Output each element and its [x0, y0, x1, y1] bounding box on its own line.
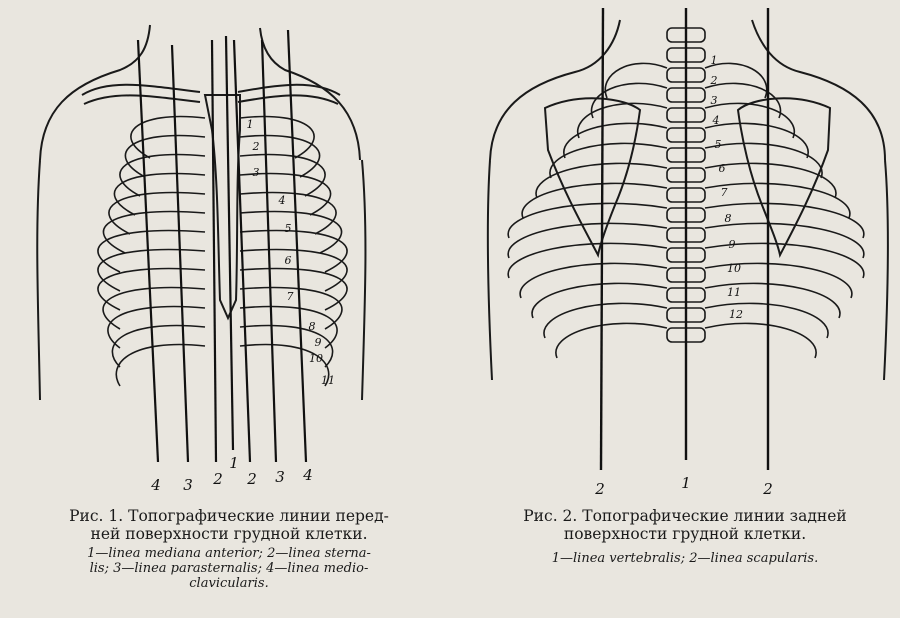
- back-rib-left: [544, 303, 667, 338]
- figure1-legend-line1: 1—linea mediana anterior; 2—linea sterna-: [87, 545, 371, 561]
- rib-number: 9: [728, 238, 736, 251]
- figure2-title-line1: Рис. 2. Топографические линии задней: [523, 507, 847, 525]
- back-rib-right: [705, 283, 840, 318]
- rib-left: [116, 345, 205, 386]
- rib-number: 2: [710, 74, 718, 87]
- posterior-line-labels: [594, 474, 773, 498]
- rib-number: 3: [252, 166, 260, 179]
- rib-left: [125, 136, 205, 177]
- back-outline-left: [490, 20, 620, 160]
- rib-number: 10: [309, 352, 323, 365]
- rib-number: 5: [714, 138, 722, 151]
- rib-right: [240, 307, 337, 348]
- back-rib-right: [705, 323, 816, 358]
- line-label: 4: [303, 466, 313, 484]
- rib-number: 8: [308, 320, 316, 333]
- rib-left: [109, 193, 205, 234]
- anterior-line-labels: [150, 454, 313, 494]
- back-rib-left: [605, 63, 667, 98]
- back-rib-left: [564, 123, 667, 158]
- back-rib-left: [508, 243, 667, 278]
- rib-right: [240, 250, 347, 291]
- rib-right: [240, 269, 347, 310]
- arm-right: [362, 160, 365, 400]
- figure1-caption: [14, 508, 444, 591]
- rib-number: 5: [284, 222, 292, 235]
- rib-number: 7: [720, 186, 728, 199]
- figure1-title-line1: Рис. 1. Топографические линии перед-: [69, 507, 389, 525]
- line-label: 3: [183, 476, 193, 494]
- figure1-legend-line2: lis; 3—linea parasternalis; 4—linea medio-: [89, 560, 369, 576]
- figure2-legend-line1: 1—linea vertebralis; 2—linea scapularis.: [551, 550, 819, 566]
- topographic-line: [212, 40, 216, 462]
- rib-number: 2: [252, 140, 260, 153]
- rib-left: [120, 155, 205, 196]
- back-rib-left: [508, 203, 667, 238]
- topographic-line: [601, 8, 603, 470]
- rib-number: 1: [710, 54, 718, 67]
- rib-right: [240, 231, 347, 272]
- rib-left: [103, 288, 205, 329]
- rib-number: 6: [718, 162, 726, 175]
- back-rib-left: [520, 263, 667, 298]
- rib-number: 1: [246, 118, 254, 131]
- topographic-line: [226, 36, 233, 450]
- figure1-title-line2: ней поверхности грудной клетки.: [90, 524, 368, 543]
- rib-number: 3: [710, 94, 718, 107]
- line-label: 2: [763, 480, 773, 498]
- figure2-title-line2: поверхности грудной клетки.: [563, 524, 807, 543]
- topographic-line: [172, 45, 188, 462]
- clavicle-right: [238, 85, 340, 104]
- posterior-rib-labels: [710, 54, 744, 321]
- rib-left: [98, 231, 205, 272]
- rib-right: [240, 345, 329, 386]
- line-label: 2: [247, 470, 257, 488]
- arm-left: [37, 160, 40, 400]
- rib-number: 4: [712, 114, 720, 127]
- rib-number: 7: [286, 290, 294, 303]
- body-outline-right: [260, 28, 360, 160]
- line-label: 2: [595, 480, 605, 498]
- back-ribs-left: [508, 63, 667, 358]
- rib-left: [103, 212, 205, 253]
- line-label: 1: [681, 474, 691, 492]
- figure-posterior-chest: [488, 20, 888, 380]
- rib-number: 4: [278, 194, 286, 207]
- topographic-line: [262, 40, 276, 462]
- back-outline-right: [752, 20, 885, 160]
- rib-left: [108, 307, 205, 348]
- scapula-left: [545, 98, 640, 255]
- figure2-caption: [470, 508, 900, 567]
- figure1-legend-line3: clavicularis.: [189, 575, 269, 591]
- rib-number: 9: [314, 336, 322, 349]
- back-rib-left: [532, 283, 667, 318]
- rib-number: 11: [321, 374, 335, 387]
- rib-left: [114, 174, 205, 215]
- body-outline-left: [40, 25, 150, 160]
- line-label: 1: [229, 454, 239, 472]
- back-rib-left: [556, 323, 667, 358]
- rib-number: 6: [284, 254, 292, 267]
- back-rib-left: [522, 183, 667, 218]
- back-rib-right: [705, 303, 828, 338]
- back-arm-right: [884, 160, 888, 380]
- line-label: 3: [275, 468, 285, 486]
- line-label: 4: [151, 476, 161, 494]
- back-arm-left: [488, 160, 492, 380]
- sternum: [205, 95, 240, 318]
- rib-number: 11: [727, 286, 741, 299]
- back-rib-left: [550, 143, 667, 178]
- rib-number: 10: [727, 262, 741, 275]
- rib-left: [98, 250, 205, 291]
- rib-number: 8: [724, 212, 732, 225]
- posterior-topographic-lines: [601, 8, 768, 470]
- rib-number: 12: [729, 308, 743, 321]
- line-label: 2: [213, 470, 223, 488]
- back-rib-left: [508, 223, 667, 258]
- scapula-right: [738, 98, 830, 255]
